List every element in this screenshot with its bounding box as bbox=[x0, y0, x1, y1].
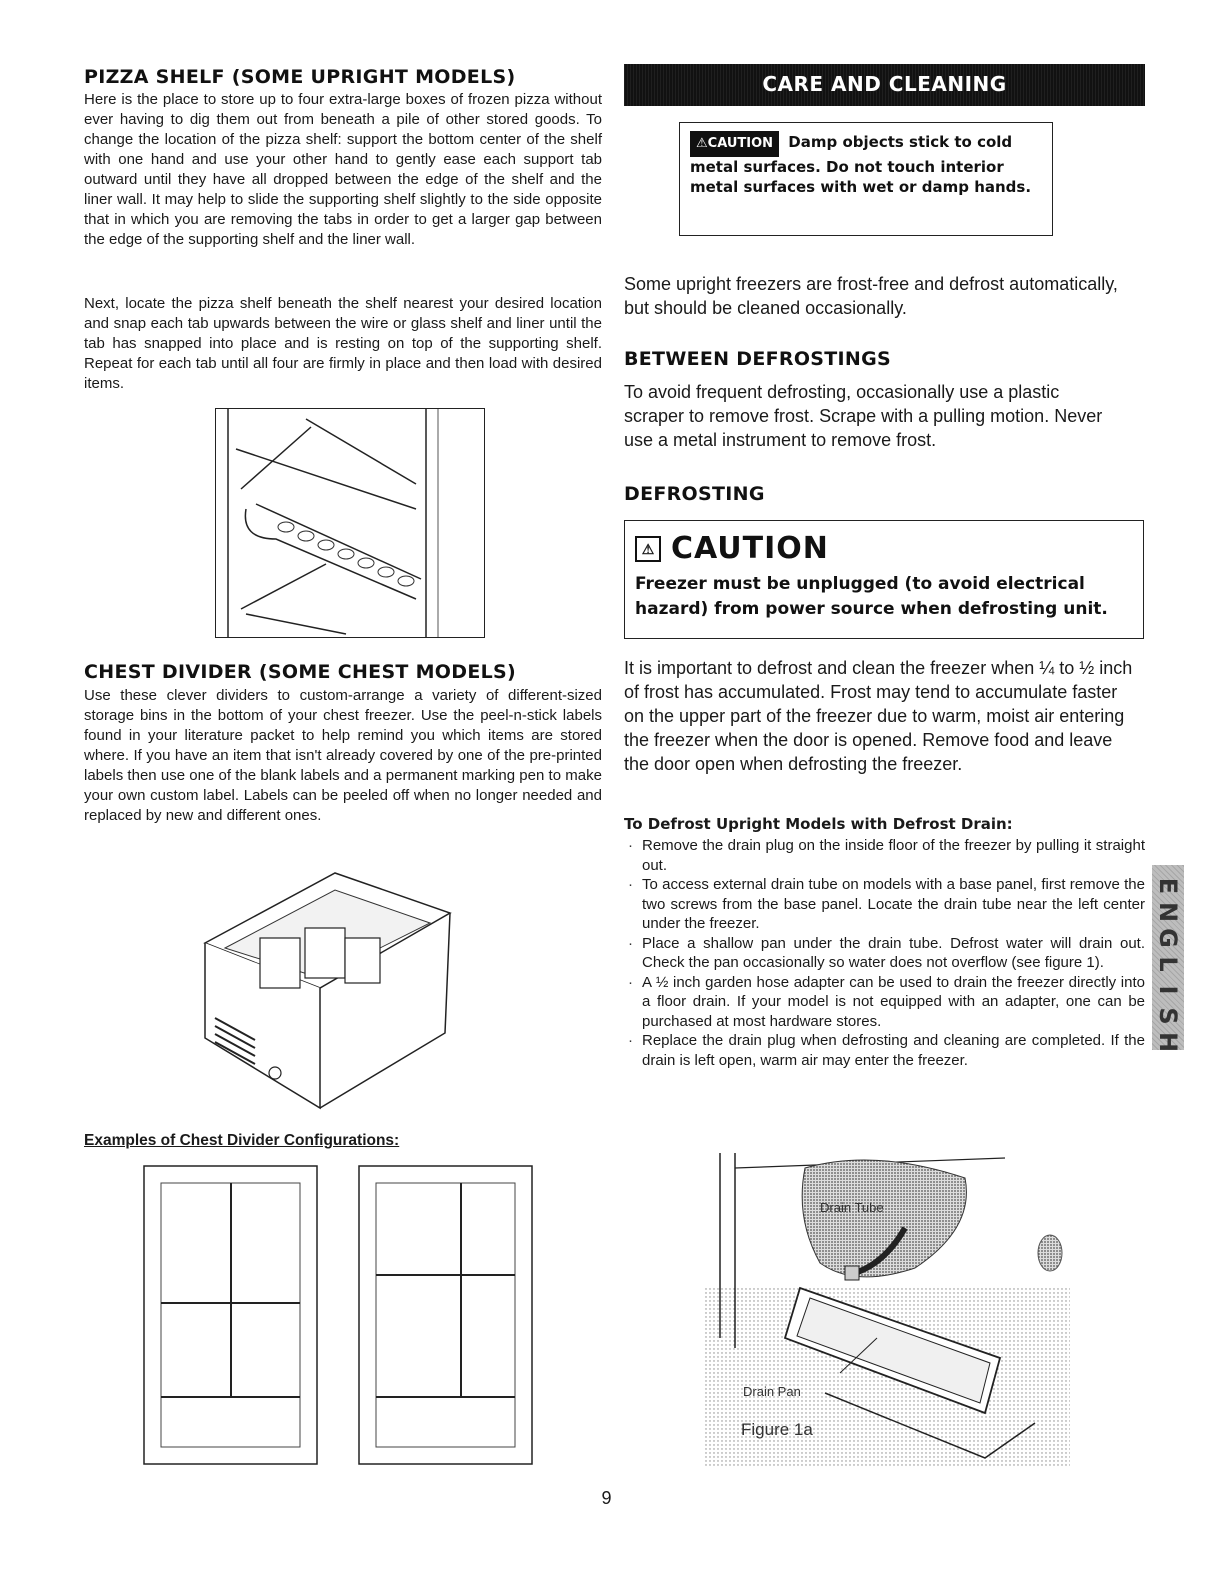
drain-tube-label: Drain Tube bbox=[820, 1200, 884, 1215]
caution-box-damp bbox=[679, 122, 1053, 236]
tab-letter: S bbox=[1154, 1007, 1182, 1025]
figure-caption: Figure 1a bbox=[741, 1420, 813, 1439]
caution-title: CAUTION bbox=[671, 531, 829, 566]
chest-divider-heading: CHEST DIVIDER (SOME CHEST MODELS) bbox=[84, 661, 516, 683]
page-number: 9 bbox=[601, 1488, 612, 1508]
pizza-shelf-paragraph-2: Next, locate the pizza shelf beneath the shelf nearest your desired location and snap each tab upwards between the wire or glass shelf and liner until the tab has snapped into place and is resting on top of the supporting shelf. Repeat for each tab until all four are firmly in place and then load with desired items. bbox=[84, 295, 602, 392]
caution-badge bbox=[690, 131, 779, 157]
list-item: · Remove the drain plug on the inside floor of the freezer by pulling it straight out. bbox=[624, 836, 1145, 875]
divider-config-1 bbox=[143, 1165, 318, 1465]
tab-letter: N bbox=[1154, 901, 1182, 923]
caution-box-unplug-header bbox=[635, 531, 1133, 566]
pizza-shelf-paragraph-1: Here is the place to store up to four extra-large boxes of frozen pizza without ever having to dig them out from beneath a pile of other stored goods. To change the location of the pizza shelf: support the bottom center of the shelf with one hand and use your other hand to gently ease each support tab outward until they have all dropped between the edge of the shelf and the liner wall. It may help to slide the supporting shelf slightly to the side opposite that in which you are removing the tabs in order to get a larger gap between the edge of the supporting shelf and the liner wall. bbox=[84, 91, 602, 248]
caution-badge-label: CAUTION bbox=[707, 136, 774, 151]
chest-freezer-drawing bbox=[195, 868, 455, 1110]
english-language-tab bbox=[1152, 865, 1184, 1053]
care-and-cleaning-banner: CARE AND CLEANING bbox=[624, 64, 1145, 106]
caution-box-unplug bbox=[624, 520, 1144, 639]
caution-lead: Damp objects stick to bbox=[788, 133, 972, 151]
drain-pan-figure bbox=[705, 1148, 1070, 1468]
drain-pan-label: Drain Pan bbox=[743, 1384, 801, 1399]
defrosting-paragraph: It is important to defrost and clean the freezer when ¼ to ½ inch of frost has accumulated. Frost may tend to accumulate faster on the upper part of the freezer due to warm, moist air entering the freezer when the door is opened. Remove food and leave the door open when defrosting the freezer. bbox=[624, 658, 1133, 774]
caution-box-damp-text bbox=[690, 131, 1042, 197]
chest-divider-paragraph: Use these clever dividers to custom-arrange a variety of different-sized storage bins in the bottom of your chest freezer. Use the peel-n-stick labels found in your literature packet to help remind you which items are stored where. If you have an item that isn't already covered by one of the pre-printed labels then use one of the blank labels and a permanent marking pen to make your own custom label. Labels can be peeled off when no longer needed and replaced by new and different ones. bbox=[84, 687, 602, 824]
caution-unplug-text: Freezer must be unplugged (to avoid electrical hazard) from power source when defrosting unit. bbox=[635, 574, 1108, 619]
tab-letter: G bbox=[1154, 928, 1182, 948]
english-tab-letters bbox=[1152, 865, 1184, 1055]
defrost-steps-list bbox=[624, 836, 1145, 1070]
list-item: · To access external drain tube on models with a base panel, first remove the two screws from the base panel. Locate the drain tube near the left center under the freezer. bbox=[624, 875, 1145, 934]
caution-rest: cold metal surfaces. Do not touch interior metal surfaces with wet or damp hands. bbox=[690, 133, 1032, 196]
care-intro: Some upright freezers are frost-free and defrost automatically, but should be cleaned occasionally. bbox=[624, 274, 1118, 318]
between-defrostings-text: To avoid frequent defrosting, occasionally use a plastic scraper to remove frost. Scrape with a pulling motion. Never use a metal instrument to remove frost. bbox=[624, 382, 1103, 450]
tab-letter: H bbox=[1154, 1031, 1182, 1053]
list-item: · Replace the drain plug when defrosting and cleaning are completed. If the drain is left open, warm air may enter the freezer. bbox=[624, 1031, 1145, 1070]
chest-freezer-illustration bbox=[195, 868, 455, 1110]
tab-letter: E bbox=[1154, 877, 1182, 895]
warning-triangle-icon: ⚠ bbox=[696, 136, 708, 151]
pizza-shelf-drawing bbox=[216, 409, 484, 637]
divider-config-2 bbox=[358, 1165, 533, 1465]
warning-triangle-icon: ⚠ bbox=[635, 536, 661, 562]
tab-letter: I bbox=[1154, 985, 1182, 995]
upright-defrost-subheading: To Defrost Upright Models with Defrost Drain: bbox=[624, 815, 1013, 833]
divider-config-2-drawing bbox=[358, 1165, 533, 1465]
between-defrostings-heading: BETWEEN DEFROSTINGS bbox=[624, 348, 891, 370]
list-item: · A ½ inch garden hose adapter can be used to drain the freezer directly into a floor drain. If your model is not equipped with an adapter, one can be purchased at most hardware stores. bbox=[624, 973, 1145, 1032]
defrosting-heading: DEFROSTING bbox=[624, 483, 765, 505]
tab-letter: L bbox=[1154, 956, 1182, 972]
divider-config-1-drawing bbox=[143, 1165, 318, 1465]
list-item: · Place a shallow pan under the drain tube. Defrost water will drain out. Check the pan occasionally so water does not overflow (see figure 1). bbox=[624, 934, 1145, 973]
pizza-shelf-heading: PIZZA SHELF (SOME UPRIGHT MODELS) bbox=[84, 66, 516, 88]
divider-examples-caption: Examples of Chest Divider Configurations: bbox=[84, 1132, 400, 1149]
pizza-shelf-illustration bbox=[215, 408, 485, 638]
